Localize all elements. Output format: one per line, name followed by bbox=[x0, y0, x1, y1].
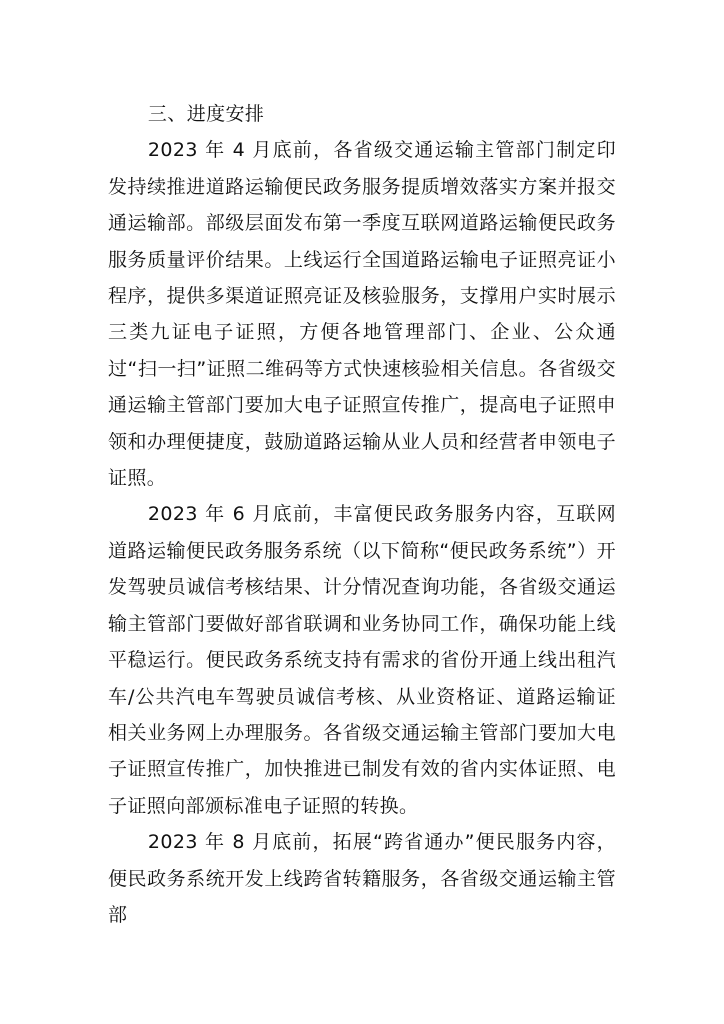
paragraph-april: 2023 年 4 月底前，各省级交通运输主管部门制定印发持续推进道路运输便民政务服务提质增效落实方案并报交通运输部。部级层面发布第一季度互联网道路运输便民政务服务质量评价结果。上线运行全国道路运输电子证照亮证小程序，提供多渠道证照亮证及核验服务，支撑用户实时展示三类九证电子证照，方便各地管理部门、企业、公众通过“扫一扫”证照二维码等方式快速核验相关信息。各省级交通运输主管部门要加大电子证照宣传推广，提高电子证照申领和办理便捷度，鼓励道路运输从业人员和经营者申领电子证照。 bbox=[108, 139, 616, 490]
paragraph-august: 2023 年 8 月底前，拓展“跨省通办”便民服务内容，便民政务系统开发上线跨省转籍服务，各省级交通运输主管部 bbox=[108, 831, 616, 926]
section-heading: 三、进度安排 bbox=[147, 103, 265, 125]
paragraph-june: 2023 年 6 月底前，丰富便民政务服务内容，互联网道路运输便民政务服务系统（以下简称“便民政务系统”）开发驾驶员诚信考核结果、计分情况查询功能，各省级交通运输主管部门要做好部省联调和业务协同工作，确保功能上线平稳运行。便民政务系统支持有需求的省份开通上线出租汽车/公共汽电车驾驶员诚信考核、从业资格证、道路运输证相关业务网上办理服务。各省级交通运输主管部门要加大电子证照宣传推广，加快推进已制发有效的省内实体证照、电子证照向部颁标准电子证照的转换。 bbox=[108, 503, 616, 817]
document-body bbox=[108, 96, 616, 933]
